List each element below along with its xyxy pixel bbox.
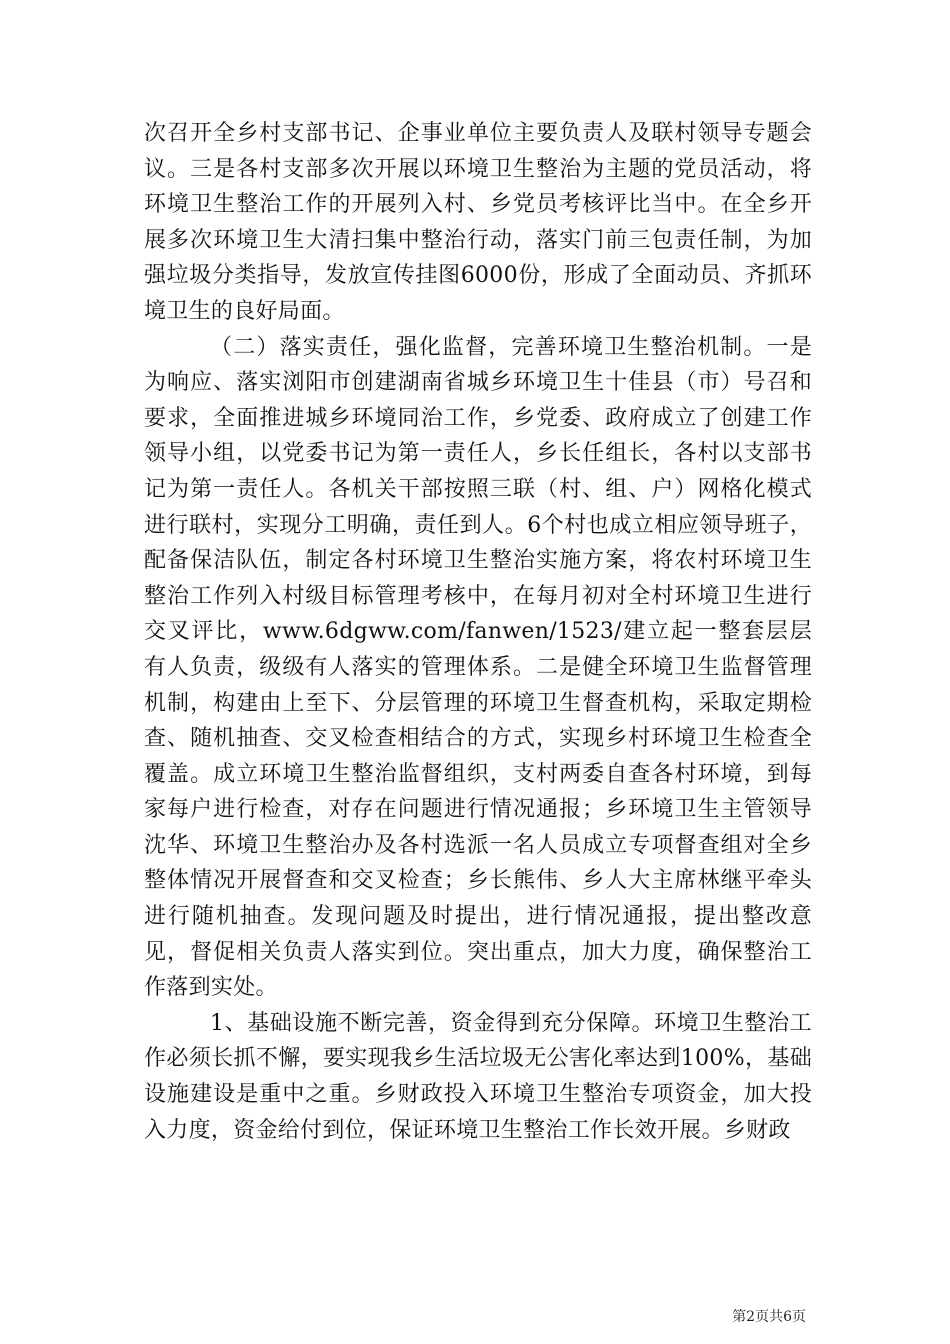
paragraph-2: （二）落实责任，强化监督，完善环境卫生整治机制。一是为响应、落实浏阳市创建湖南省城乡环境卫生十佳县（市）号召和要求，全面推进城乡环境同治工作，乡党委、政府成立了创建工作领导小组，以党委书记为第一责任人，乡长任组长，各村以支部书记为第一责任人。各机关干部按照三联（村、组、户）网格化模式进行联村，实现分工明确，责任到人。6个村也成立相应领导班子，配备保洁队伍，制定各村环境卫生整治实施方案，将农村环境卫生整治工作列入村级目标管理考核中，在每月初对全村环境卫生进行交叉评比，www.6dgww.com/fanwen/1523/建立起一整套层层有人负责，级级有人落实的管理体系。二是健全环境卫生监督管理机制，构建由上至下、分层管理的环境卫生督查机构，采取定期检查、随机抽查、交叉检查相结合的方式，实现乡村环境卫生检查全覆盖。成立环境卫生整治监督组织，支村两委自查各村环境，到每家每户进行检查，对存在问题进行情况通报；乡环境卫生主管领导沈华、环境卫生整治办及各村选派一名人员成立专项督查组对全乡整体情况开展督查和交叉检查；乡长熊伟、乡人大主席林继平牵头进行随机抽查。发现问题及时提出，进行情况通报，提出整改意见，督促相关负责人落实到位。突出重点，加大力度，确保整治工作落到实处。 xyxy=(144,334,812,1001)
paragraph-3: 1、基础设施不断完善，资金得到充分保障。环境卫生整治工作必须长抓不懈，要实现我乡生活垃圾无公害化率达到100%，基础设施建设是重中之重。乡财政投入环境卫生整治专项资金，加大投入力度，资金给付到位，保证环境卫生整治工作长效开展。乡财政 xyxy=(144,1010,812,1143)
paragraph-1: 次召开全乡村支部书记、企事业单位主要负责人及联村领导专题会议。三是各村支部多次开展以环境卫生整治为主题的党员活动，将环境卫生整治工作的开展列入村、乡党员考核评比当中。在全乡开展多次环境卫生大清扫集中整治行动，落实门前三包责任制，为加强垃圾分类指导，发放宣传挂图6000份，形成了全面动员、齐抓环境卫生的良好局面。 xyxy=(144,121,812,324)
document-body xyxy=(144,116,812,1148)
page-number-footer: 第2页共6页 xyxy=(732,1309,806,1325)
